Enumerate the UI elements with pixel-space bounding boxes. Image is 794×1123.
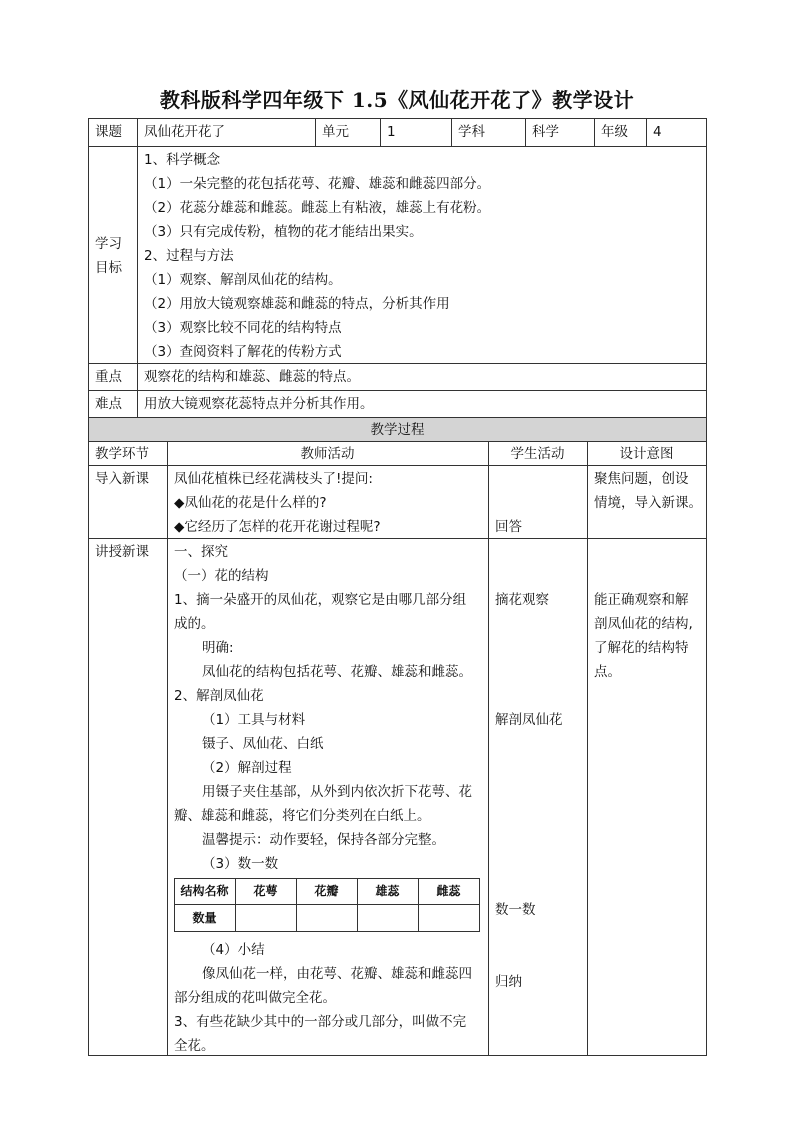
lesson-teacher-line: （2）解剖过程 [202,760,292,776]
lesson-intent-line: 剖凤仙花的结构, [594,616,693,632]
intro-intent-line: 聚焦问题，创设 [594,471,689,487]
lesson-intent-line: 了解花的结构特 [594,640,689,656]
lesson-teacher-line: 全花。 [174,1038,215,1054]
objective-line: （3）观察比较不同花的结构特点 [144,320,342,336]
grade-value: 4 [653,124,662,140]
course-value: 凤仙花开花了 [144,124,225,140]
objective-line: （1）观察、解剖凤仙花的结构。 [144,272,342,288]
course-label: 课题 [95,124,122,140]
lesson-stage: 讲授新课 [95,544,149,560]
lesson-teacher-line: 瓣、雄蕊和雌蕊，将它们分类列在白纸上。 [174,808,431,824]
lesson-student-item: 归纳 [495,974,522,990]
objectives-label-line1: 学习 [95,236,122,252]
lesson-student-item: 解剖凤仙花 [495,712,563,728]
lesson-intent-line: 能正确观察和解 [594,592,689,608]
intro-teacher-line: ◆凤仙花的花是什么样的? [174,495,327,511]
lesson-teacher-line: 部分组成的花叫做完全花。 [174,990,336,1006]
subject-value: 科学 [532,124,559,140]
column-stage: 教学环节 [95,446,149,462]
lesson-teacher-line: 2、解剖凤仙花 [174,688,264,704]
lesson-teacher-line: （1）工具与材料 [202,712,306,728]
lesson-intent-line: 点。 [594,664,621,680]
difficulty-text: 用放大镜观察花蕊特点并分析其作用。 [144,396,374,412]
subject-label: 学科 [458,124,485,140]
process-header: 教学过程 [370,422,425,438]
count-table-header: 结构名称 [180,884,229,898]
intro-stage: 导入新课 [95,471,149,487]
intro-teacher-line: ◆它经历了怎样的花开花谢过程呢? [174,519,381,535]
objective-line: （3）查阅资料了解花的传粉方式 [144,344,342,360]
column-teacher: 教师活动 [300,446,355,462]
lesson-student-item: 摘花观察 [495,592,549,608]
count-table-header: 雌蕊 [436,884,461,898]
unit-label: 单元 [322,124,349,140]
objective-line: （3）只有完成传粉，植物的花才能结出果实。 [144,224,423,240]
lesson-teacher-line: 1、摘一朵盛开的凤仙花，观察它是由哪几部分组 [174,592,467,608]
lesson-teacher-line: 镊子、凤仙花、白纸 [202,736,324,752]
lesson-teacher-line: （4）小结 [202,942,265,958]
lesson-teacher-line: 用镊子夹住基部，从外到内依次折下花萼、花 [202,784,472,800]
objective-line: （2）花蕊分雄蕊和雌蕊。雌蕊上有粘液，雄蕊上有花粉。 [144,200,491,216]
lesson-teacher-line: 凤仙花的结构包括花萼、花瓣、雄蕊和雌蕊。 [202,664,472,680]
lesson-teacher-line: 明确: [202,640,234,656]
difficulty-label: 难点 [95,396,122,412]
page-title: 教科版科学四年级下 1.5《风仙花开花了》教学设计 [159,88,635,112]
count-table-header: 花萼 [253,884,278,898]
lesson-student-item: 数一数 [495,902,536,918]
lesson-teacher-line: 3、有些花缺少其中的一部分或几部分，叫做不完 [174,1014,467,1030]
focus-label: 重点 [95,369,122,385]
lesson-teacher-line: 成的。 [174,616,215,632]
objective-line: （1）一朵完整的花包括花萼、花瓣、雄蕊和雌蕊四部分。 [144,176,491,192]
grade-label: 年级 [601,124,628,140]
objective-line: （2）用放大镜观察雄蕊和雌蕊的特点，分析其作用 [144,296,450,312]
count-table-header: 雄蕊 [375,884,400,898]
focus-text: 观察花的结构和雄蕊、雌蕊的特点。 [144,369,360,385]
objective-line: 2、过程与方法 [144,248,234,264]
column-intent: 设计意图 [619,446,674,462]
lesson-teacher-line: 温馨提示：动作要轻，保持各部分完整。 [202,832,445,848]
count-table-header: 花瓣 [314,884,339,898]
unit-value: 1 [387,124,396,140]
intro-intent-line: 情境，导入新课。 [594,495,702,511]
lesson-teacher-line: （一）花的结构 [174,568,269,584]
lesson-teacher-line: 像凤仙花一样，由花萼、花瓣、雄蕊和雌蕊四 [202,966,472,982]
objective-line: 1、科学概念 [144,152,221,168]
lesson-teacher-line: 一、探究 [174,544,228,560]
lesson-teacher-line: （3）数一数 [202,856,279,872]
count-table-row-label: 数量 [192,911,217,925]
column-student: 学生活动 [510,446,565,462]
intro-teacher-line: 凤仙花植株已经花满枝头了!提问: [174,471,373,487]
intro-student: 回答 [495,519,522,535]
objectives-label-line2: 目标 [95,260,122,276]
